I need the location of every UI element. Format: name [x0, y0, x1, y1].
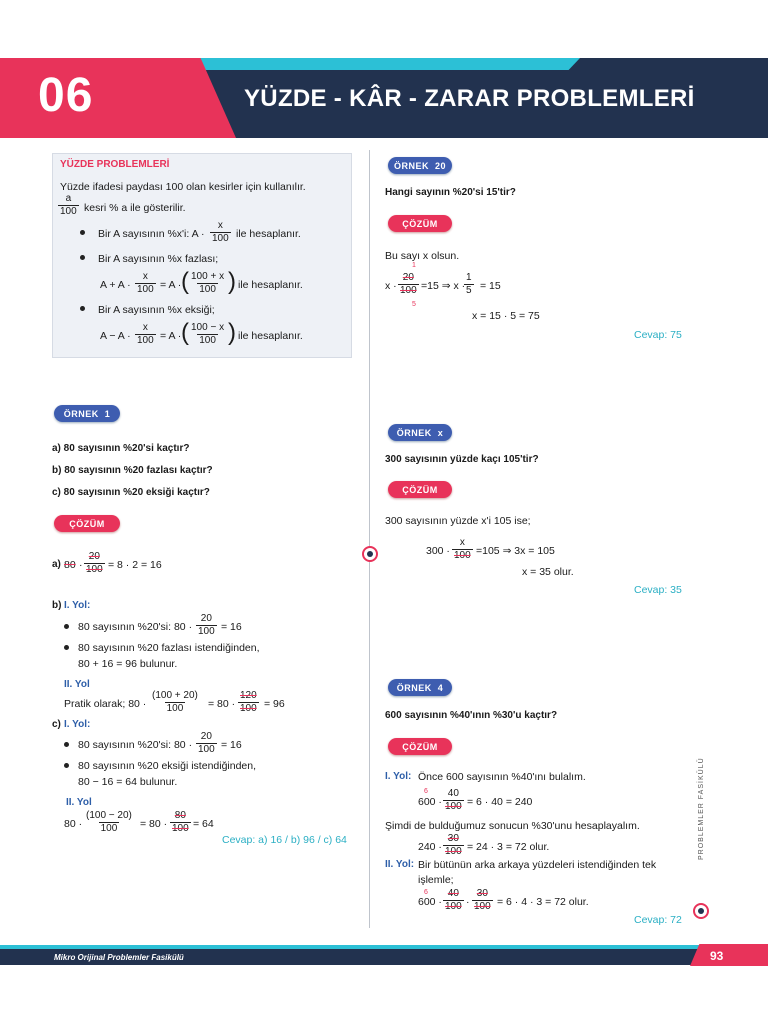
- ex1-a-80: 80: [64, 559, 76, 571]
- ex1-b1: 80 sayısının %20'si: 80 ·: [78, 621, 193, 633]
- ex1-b-yol1: I. Yol:: [64, 600, 91, 611]
- brand-logo-icon: [362, 546, 378, 562]
- ex2-fraction: $\frac{20}{100}$: [400, 272, 417, 296]
- ex4-e1-fraction: $\frac{40}{100}$: [445, 788, 462, 812]
- ex1-question-b: b) 80 sayısının %20 fazlası kaçtır?: [52, 465, 213, 476]
- example-1-badge: ÖRNEK 1: [54, 405, 120, 422]
- paren-close: ): [228, 268, 236, 295]
- ex1-b3-fraction-2: $\frac{120}{100}$: [240, 690, 257, 714]
- ex4-e3-eq: = 6 · 4 · 3 = 72 olur.: [497, 896, 589, 908]
- ex1-b-label: b): [52, 600, 62, 611]
- ex4-small-6b: 6: [424, 889, 428, 896]
- ex4-e3-pre: 600 ·: [418, 896, 442, 908]
- info-fraction-a: $\frac{a}{100}$: [60, 193, 77, 217]
- ex1-b1-fraction: $\frac{20}{100}$: [198, 613, 215, 637]
- bullet: [80, 306, 85, 311]
- info-bullet-3-mid: = A ·: [160, 330, 182, 342]
- ex4-step-2: Şimdi de bulduğumuz sonucun %30'unu hesaplayalım.: [385, 820, 640, 832]
- bullet: [64, 763, 69, 768]
- ex1-c-yol2: II. Yol: [66, 797, 92, 808]
- ex3-fraction: $\frac{x}{100}$: [454, 537, 471, 561]
- ex4-e3-fraction-2: $\frac{30}{100}$: [474, 888, 491, 912]
- ex1-c-label: c): [52, 719, 61, 730]
- ex4-e2-eq: = 24 · 3 = 72 olur.: [467, 841, 550, 853]
- paren-open: (: [181, 319, 189, 346]
- ex4-e1-eq: = 6 · 40 = 240: [467, 796, 533, 808]
- ex2-x: x ·: [385, 280, 397, 292]
- ex1-c3-fraction-2: $\frac{80}{100}$: [172, 810, 189, 834]
- ex4-e3-fraction: $\frac{40}{100}$: [445, 888, 462, 912]
- ex1-c2b: 80 − 16 = 64 bulunur.: [78, 776, 178, 788]
- ex1-c1: 80 sayısının %20'si: 80 ·: [78, 739, 193, 751]
- info-bullet-1-end: ile hesaplanır.: [236, 228, 301, 240]
- ex2-small-bottom: 5: [412, 301, 416, 308]
- ex3-step-1: 300 sayısının yüzde x'i 105 ise;: [385, 515, 531, 527]
- ex4-yol2: II. Yol:: [385, 859, 415, 870]
- info-bullet-2-expr: A + A ·: [100, 279, 131, 291]
- ex1-b3-result: = 96: [264, 698, 285, 710]
- info-line-1: Yüzde ifadesi paydası 100 olan kesirler için kullanılır.: [60, 181, 306, 193]
- ex4-answer: Cevap: 72: [634, 914, 682, 926]
- ex4-small-6: 6: [424, 788, 428, 795]
- ex4-e3-dot: ·: [466, 896, 470, 908]
- ex2-result: x = 15 · 5 = 75: [472, 310, 540, 322]
- footer-page-block: [690, 944, 768, 966]
- info-bullet-2-mid: = A ·: [160, 279, 182, 291]
- ex1-b2b: 80 + 16 = 96 bulunur.: [78, 658, 178, 670]
- bullet: [64, 645, 69, 650]
- ex4-e2-fraction: $\frac{30}{100}$: [445, 833, 462, 857]
- solution-2-badge: ÇÖZÜM: [388, 215, 452, 232]
- ex1-b1-result: = 16: [221, 621, 242, 633]
- bullet: [64, 742, 69, 747]
- side-label: PROBLEMLER FASİKÜLÜ: [698, 757, 705, 860]
- chapter-number: 06: [38, 69, 94, 122]
- ex1-c3: 80 ·: [64, 818, 83, 830]
- ex1-b-yol2: II. Yol: [64, 679, 90, 690]
- ex2-small-top: 1: [412, 262, 416, 269]
- ex1-c1-fraction: $\frac{20}{100}$: [198, 731, 215, 755]
- brand-logo-icon: [693, 903, 709, 919]
- ex1-c-yol1: I. Yol:: [64, 719, 91, 730]
- ex1-c1-result: = 16: [221, 739, 242, 751]
- ex4-e2-pre: 240 ·: [418, 841, 442, 853]
- info-bullet-3-expr: A − A ·: [100, 330, 131, 342]
- ex1-b3: Pratik olarak; 80 ·: [64, 698, 147, 710]
- ex2-mid: =15 ⇒ x ·: [421, 280, 466, 292]
- example-3-badge: ÖRNEK x: [388, 424, 452, 441]
- bullet: [80, 255, 85, 260]
- paren-close: ): [228, 319, 236, 346]
- ex4-yol1: I. Yol:: [385, 771, 412, 782]
- info-fraction: $\frac{100 + x}{100}$: [191, 271, 225, 295]
- example-2-badge: ÖRNEK 20: [388, 157, 452, 174]
- info-bullet-3-end: ile hesaplanır.: [238, 330, 303, 342]
- ex1-a-result: = 8 · 2 = 16: [108, 559, 162, 571]
- info-bullet-3: Bir A sayısının %x eksiği;: [98, 304, 215, 316]
- ex4-e1-pre: 600 ·: [418, 796, 442, 808]
- solution-1-badge: ÇÖZÜM: [54, 515, 120, 532]
- example-4-badge: ÖRNEK 4: [388, 679, 452, 696]
- header-number-block: [0, 58, 236, 138]
- info-title: YÜZDE PROBLEMLERİ: [60, 159, 170, 170]
- column-divider: [369, 150, 370, 928]
- info-line-2: kesri % a ile gösterilir.: [84, 202, 186, 214]
- ex1-b3-fraction: $\frac{(100 + 20)}{100}$: [152, 690, 198, 714]
- ex2-step-1: Bu sayı x olsun.: [385, 250, 460, 262]
- ex2-eq: = 15: [480, 280, 501, 292]
- info-fraction: $\frac{x}{100}$: [212, 220, 229, 244]
- ex1-a-label: a): [52, 559, 61, 570]
- solution-4-badge: ÇÖZÜM: [388, 738, 452, 755]
- ex1-answer: Cevap: a) 16 / b) 96 / c) 64: [222, 834, 347, 846]
- ex3-question: 300 sayısının yüzde kaçı 105'tir?: [385, 454, 539, 465]
- ex1-c3-fraction: $\frac{(100 - 20)}{100}$: [86, 810, 132, 834]
- ex1-b3-mid: = 80 ·: [208, 698, 236, 710]
- chapter-title: YÜZDE - KÂR - ZARAR PROBLEMLERİ: [244, 85, 695, 112]
- ex2-answer: Cevap: 75: [634, 329, 682, 341]
- ex4-step-3: Bir bütünün arka arkaya yüzdeleri istendiğinden tek: [418, 859, 657, 871]
- info-fraction: $\frac{100 - x}{100}$: [191, 322, 225, 346]
- header-accent: [200, 58, 580, 70]
- ex1-a-dot: ·: [79, 559, 83, 571]
- info-fraction: $\frac{x}{100}$: [137, 322, 154, 346]
- ex2-fraction-2: $\frac{1}{5}$: [466, 272, 472, 296]
- ex1-a-fraction: $\frac{20}{100}$: [86, 551, 103, 575]
- paren-open: (: [181, 268, 189, 295]
- ex3-pre: 300 ·: [426, 545, 450, 557]
- ex1-c3-result: = 64: [193, 818, 214, 830]
- ex1-question-a: a) 80 sayısının %20'si kaçtır?: [52, 443, 190, 454]
- info-bullet-2: Bir A sayısının %x fazlası;: [98, 253, 219, 265]
- info-bullet-1: Bir A sayısının %x'i: A ·: [98, 228, 205, 240]
- ex3-answer: Cevap: 35: [634, 584, 682, 596]
- page-number: 93: [710, 949, 724, 963]
- bullet: [64, 624, 69, 629]
- ex3-mid: =105 ⇒ 3x = 105: [476, 545, 555, 557]
- ex4-question: 600 sayısının %40'ının %30'u kaçtır?: [385, 710, 558, 721]
- footer-book-title: Mikro Orijinal Problemler Fasikülü: [54, 953, 184, 962]
- info-fraction: $\frac{x}{100}$: [137, 271, 154, 295]
- info-bullet-2-end: ile hesaplanır.: [238, 279, 303, 291]
- ex1-c3-mid: = 80 ·: [140, 818, 168, 830]
- ex1-question-c: c) 80 sayısının %20 eksiği kaçtır?: [52, 487, 210, 498]
- ex1-b2: 80 sayısının %20 fazlası istendiğinden,: [78, 642, 260, 654]
- ex4-step-3b: işlemle;: [418, 874, 454, 886]
- ex3-result: x = 35 olur.: [522, 566, 574, 578]
- bullet: [80, 230, 85, 235]
- ex2-question: Hangi sayının %20'si 15'tir?: [385, 187, 516, 198]
- ex4-step-1: Önce 600 sayısının %40'ını bulalım.: [418, 771, 586, 783]
- ex1-c2: 80 sayısının %20 eksiği istendiğinden,: [78, 760, 257, 772]
- solution-3-badge: ÇÖZÜM: [388, 481, 452, 498]
